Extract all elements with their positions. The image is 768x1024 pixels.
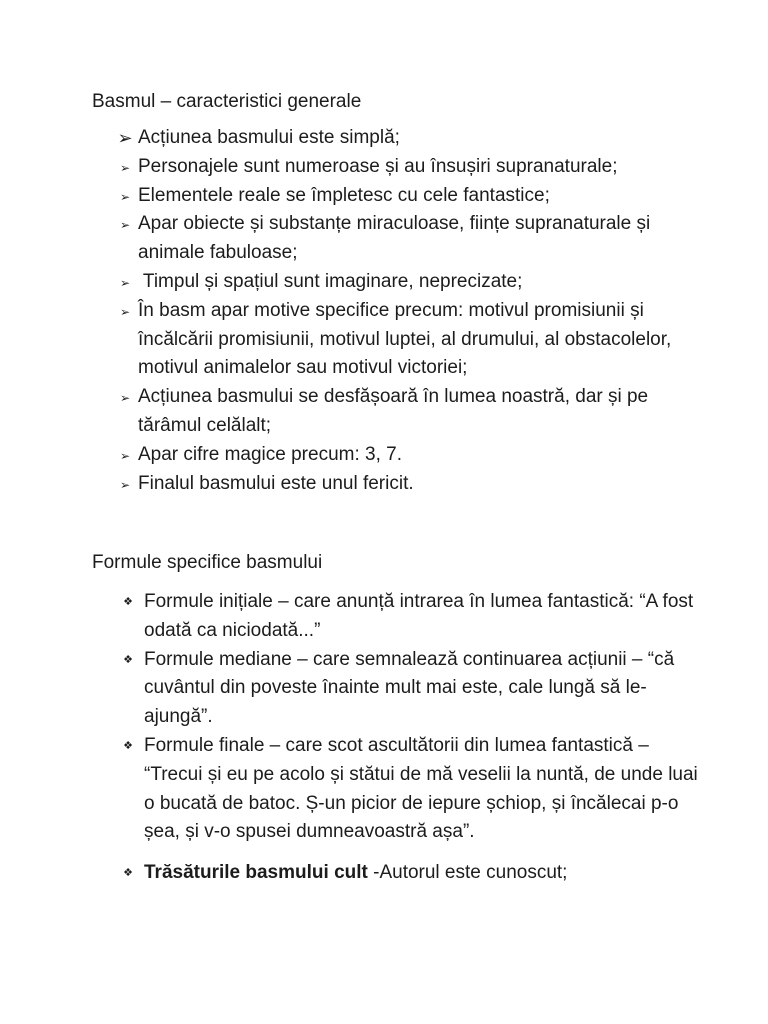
list-item-text: Formule finale – care scot ascultătorii din lumea fantastică – “Trecui și eu pe acolo și stătui de mă veselii la nuntă, de unde luai o bucată de batoc. Ș-un picior de iepure șchiop, și încălecai p-o șea, și v-o spusei dumneavoastră așa”. xyxy=(144,734,698,843)
list-item-text: Acțiunea basmului se desfășoară în lumea noastră, dar și pe tărâmul celălalt; xyxy=(138,386,649,436)
list-item xyxy=(115,124,695,153)
cult-item-bold-label: Trăsăturile basmului cult xyxy=(144,862,368,884)
characteristics-list xyxy=(115,124,695,498)
arrow-bullet-icon: ➢ xyxy=(119,448,131,463)
list-item-text: Personajele sunt numeroase și au însușiri supranaturale; xyxy=(138,155,618,177)
list-item xyxy=(115,297,695,383)
arrow-bullet-icon: ➢ xyxy=(119,477,131,492)
list-item xyxy=(118,732,698,847)
section-heading-formulas: Formule specifice basmului xyxy=(92,552,323,573)
list-item-text: -Autorul este cunoscut; xyxy=(367,862,568,884)
list-item xyxy=(115,182,695,211)
diamond-bullet-icon: ❖ xyxy=(123,867,133,880)
list-item-text: Timpul și spațiul sunt imaginare, neprecizate; xyxy=(138,270,523,292)
list-item xyxy=(118,588,698,646)
diamond-bullet-icon: ❖ xyxy=(123,596,133,608)
list-item-text: Elementele reale se împletesc cu cele fantastice; xyxy=(138,184,550,206)
list-item xyxy=(115,383,695,441)
list-item xyxy=(115,153,695,182)
arrow-bullet-icon: ➢ xyxy=(119,189,131,204)
list-item xyxy=(118,646,698,732)
list-item-cult xyxy=(118,859,698,888)
list-item xyxy=(115,470,695,499)
list-item-text: Apar obiecte și substanțe miraculoase, ființe supranaturale și animale fabuloase; xyxy=(138,213,651,264)
arrow-bullet-icon: ➢ xyxy=(119,304,131,319)
list-item-text: În basm apar motive specifice precum: motivul promisiunii și încălcării promisiunii, motivul luptei, al drumului, al obstacolelor, motivul animalelor sau motivul victoriei; xyxy=(138,299,672,379)
arrow-bullet-icon: ➢ xyxy=(119,218,131,233)
list-item-text: Formule inițiale – care anunță intrarea în lumea fantastică: “A fost odată ca niciodată...” xyxy=(144,591,694,641)
arrow-bullet-icon: ➢ xyxy=(119,275,131,290)
section-heading-characteristics: Basmul – caracteristici generale xyxy=(92,91,362,112)
list-item xyxy=(115,210,695,268)
list-item-text: Finalul basmului este unul fericit. xyxy=(138,472,414,494)
list-item-text: Apar cifre magice precum: 3, 7. xyxy=(138,443,402,465)
arrow-bullet-icon: ➢ xyxy=(119,391,131,406)
diamond-bullet-icon: ❖ xyxy=(123,653,133,666)
list-item xyxy=(115,268,695,297)
diamond-bullet-icon: ❖ xyxy=(123,739,133,752)
formulas-list xyxy=(118,588,698,888)
list-item-text: Acțiunea basmului este simplă; xyxy=(138,127,400,148)
list-item-text: Formule mediane – care semnalează continuarea acțiunii – “că cuvântul din poveste înainte mult mai este, cale lungă să le-ajungă”. xyxy=(144,648,675,728)
arrow-bullet-icon: ➢ xyxy=(117,128,133,148)
list-item xyxy=(115,441,695,470)
arrow-bullet-icon: ➢ xyxy=(119,160,131,175)
